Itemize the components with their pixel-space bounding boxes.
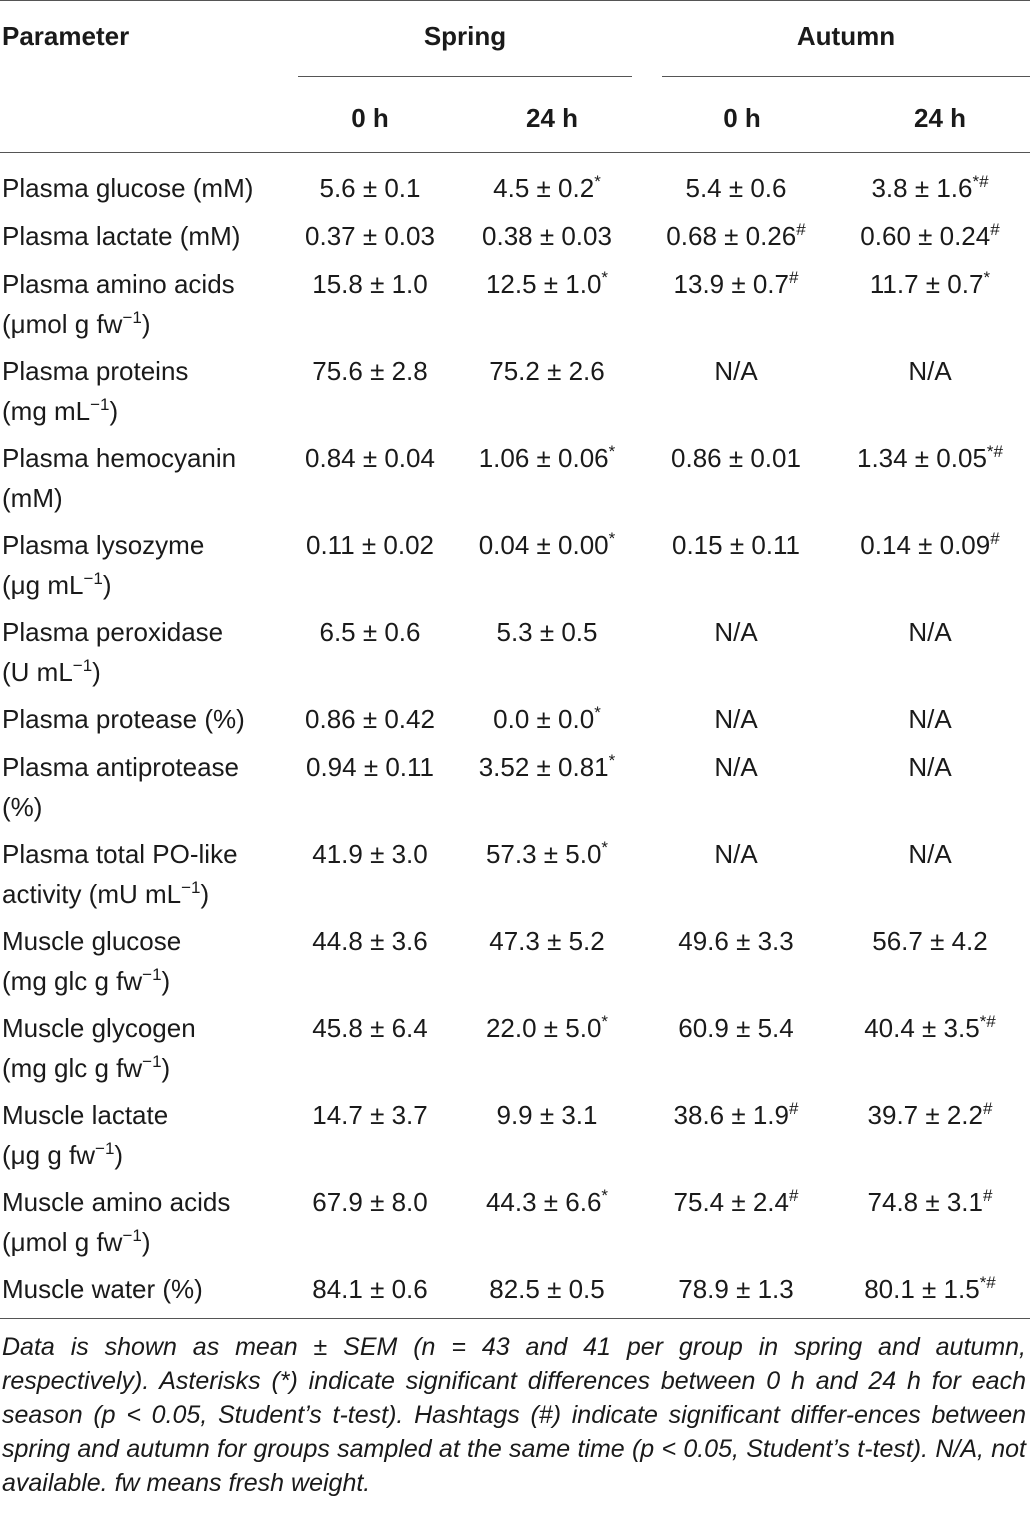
value-cell: 74.8 ± 3.1# (867, 1186, 993, 1217)
value-cell: 5.6 ± 0.1 (319, 173, 421, 203)
value-cell: 3.8 ± 1.6*# (871, 172, 989, 203)
table-row (0, 1095, 1030, 1182)
value-cell: N/A (714, 704, 758, 734)
header-spring: Spring (423, 21, 507, 51)
header-bottom-rule (0, 152, 1030, 153)
value-cell: 57.3 ± 5.0* (485, 838, 609, 869)
value-cell: 0.86 ± 0.42 (305, 704, 435, 734)
value-cell: 0.04 ± 0.00* (478, 529, 616, 560)
significance-mark: # (789, 1099, 799, 1118)
value-cell: N/A (908, 617, 952, 647)
significance-mark: * (608, 751, 616, 770)
header-spring-0h: 0 h (351, 103, 389, 133)
table-row (0, 747, 1030, 834)
row-label: Plasma hemocyanin (mM) (2, 443, 237, 513)
value-cell: 60.9 ± 5.4 (678, 1013, 794, 1043)
row-label: Plasma protease (%) (2, 704, 245, 734)
table-row (0, 264, 1030, 351)
header-parameter: Parameter (2, 21, 130, 51)
significance-mark: * (594, 172, 601, 191)
value-cell: 44.8 ± 3.6 (312, 926, 428, 956)
value-cell: 80.1 ± 1.5*# (864, 1273, 996, 1304)
value-cell: 41.9 ± 3.0 (312, 839, 428, 869)
significance-mark: * (601, 1012, 609, 1031)
row-label: Plasma glucose (mM) (2, 173, 254, 203)
value-cell: 0.60 ± 0.24# (860, 220, 1000, 251)
footer-rule (0, 1318, 1030, 1319)
significance-mark: * (601, 1186, 609, 1205)
value-cell: 56.7 ± 4.2 (872, 926, 988, 956)
value-cell: 5.3 ± 0.5 (496, 617, 598, 647)
value-cell: 75.2 ± 2.6 (489, 356, 605, 386)
value-cell: N/A (714, 356, 758, 386)
value-cell: 12.5 ± 1.0* (485, 268, 609, 299)
value-cell: 6.5 ± 0.6 (319, 617, 421, 647)
value-cell: 0.86 ± 0.01 (671, 443, 801, 473)
value-cell: 45.8 ± 6.4 (312, 1013, 428, 1043)
significance-mark: *# (986, 442, 1003, 461)
row-label: Muscle water (%) (2, 1274, 203, 1304)
value-cell: 47.3 ± 5.2 (489, 926, 605, 956)
table-row (0, 1269, 1030, 1317)
significance-mark: * (983, 268, 991, 287)
value-cell: N/A (908, 356, 952, 386)
value-cell: 11.7 ± 0.7* (869, 268, 991, 299)
value-cell: N/A (908, 839, 952, 869)
significance-mark: *# (979, 1273, 996, 1292)
table-row (0, 216, 1030, 264)
table-row (0, 699, 1030, 747)
significance-mark: * (594, 703, 601, 722)
value-cell: 0.84 ± 0.04 (305, 443, 435, 473)
row-label: Muscle amino acids (μmol g $fw^{-1}$) (2, 1187, 231, 1257)
row-label: Plasma proteins (mg $mL^{-1}$) (2, 356, 189, 426)
significance-mark: * (601, 268, 609, 287)
table-row (0, 351, 1030, 438)
significance-mark: *# (972, 172, 989, 191)
value-cell: 5.4 ± 0.6 (685, 173, 787, 203)
header-spring-24h: 24 h (525, 103, 579, 133)
significance-mark: * (601, 838, 609, 857)
significance-mark: *# (979, 1012, 996, 1031)
value-cell: N/A (714, 617, 758, 647)
significance-mark: # (983, 1099, 993, 1118)
table-row (0, 525, 1030, 612)
header-autumn-24h: 24 h (913, 103, 967, 133)
value-cell: 39.7 ± 2.2# (867, 1099, 993, 1130)
table-row (0, 612, 1030, 699)
table-footnote: Data is shown as mean ± SEM (n = 43 and 41 per group in spring and autumn, respectively). Asterisks (*) indicate significant differences between 0 h and 24 h for each season (p < 0.05, Student’s t-test). Hashtags (#) indicate significant differ-ences between spring and autumn for groups sampled at the same time (p < 0.05, Student’s t-test). N/A, not available. fw means fresh weight. (2, 1333, 1026, 1497)
value-cell: 78.9 ± 1.3 (678, 1274, 794, 1304)
value-cell: 44.3 ± 6.6* (485, 1186, 609, 1217)
value-cell: 0.94 ± 0.11 (306, 752, 434, 782)
row-label: Plasma antiprotease (%) (2, 752, 240, 822)
header-autumn-0h: 0 h (723, 103, 761, 133)
row-label: Plasma total PO-like activity (mU $mL^{-1}$) (2, 839, 238, 909)
row-label: Plasma amino acids (μmol g $fw^{-1}$) (2, 269, 235, 339)
value-cell: N/A (908, 704, 952, 734)
table-row (0, 438, 1030, 525)
value-cell: 3.52 ± 0.81* (478, 751, 616, 782)
significance-mark: # (983, 1186, 993, 1205)
table-row (0, 168, 1030, 216)
significance-mark: # (796, 220, 806, 239)
value-cell: 1.34 ± 0.05*# (856, 442, 1003, 473)
value-cell: 13.9 ± 0.7# (673, 268, 799, 299)
value-cell: 82.5 ± 0.5 (489, 1274, 605, 1304)
row-label: Plasma lysozyme (μg $mL^{-1}$) (2, 530, 205, 600)
top-rule (0, 0, 1030, 1)
value-cell: 0.15 ± 0.11 (672, 530, 800, 560)
value-cell: 0.0 ± 0.0* (493, 703, 601, 734)
row-label: Muscle glycogen (mg glc g $fw^{-1}$) (2, 1013, 196, 1083)
value-cell: 38.6 ± 1.9# (673, 1099, 799, 1130)
value-cell: 75.4 ± 2.4# (673, 1186, 799, 1217)
value-cell: 49.6 ± 3.3 (678, 926, 794, 956)
data-table (0, 168, 1030, 1317)
autumn-span-rule (662, 76, 1030, 77)
value-cell: 14.7 ± 3.7 (312, 1100, 428, 1130)
value-cell: 0.68 ± 0.26# (666, 220, 806, 251)
table-row (0, 1182, 1030, 1269)
row-label: Muscle lactate (μg g $fw^{-1}$) (2, 1100, 169, 1170)
significance-mark: # (990, 529, 1000, 548)
row-label: Muscle glucose (mg glc g $fw^{-1}$) (2, 926, 182, 996)
value-cell: 67.9 ± 8.0 (312, 1187, 428, 1217)
value-cell: 84.1 ± 0.6 (312, 1274, 428, 1304)
value-cell: 9.9 ± 3.1 (496, 1100, 598, 1130)
value-cell: 0.11 ± 0.02 (306, 530, 434, 560)
significance-mark: # (789, 268, 799, 287)
significance-mark: # (789, 1186, 799, 1205)
value-cell: 0.38 ± 0.03 (482, 221, 612, 251)
value-cell: 75.6 ± 2.8 (312, 356, 428, 386)
row-label: Plasma peroxidase (U $mL^{-1}$) (2, 617, 224, 687)
value-cell: N/A (714, 839, 758, 869)
value-cell: N/A (908, 752, 952, 782)
significance-mark: * (608, 529, 616, 548)
header-autumn: Autumn (796, 21, 896, 51)
value-cell: 4.5 ± 0.2* (493, 172, 601, 203)
table-row (0, 834, 1030, 921)
table-row (0, 921, 1030, 1008)
value-cell: 0.14 ± 0.09# (860, 529, 1000, 560)
value-cell: 0.37 ± 0.03 (305, 221, 435, 251)
value-cell: N/A (714, 752, 758, 782)
significance-mark: * (608, 442, 616, 461)
value-cell: 15.8 ± 1.0 (312, 269, 428, 299)
row-label: Plasma lactate (mM) (2, 221, 241, 251)
significance-mark: # (990, 220, 1000, 239)
value-cell: 40.4 ± 3.5*# (864, 1012, 996, 1043)
spring-span-rule (298, 76, 632, 77)
value-cell: 22.0 ± 5.0* (485, 1012, 609, 1043)
value-cell: 1.06 ± 0.06* (478, 442, 616, 473)
table-row (0, 1008, 1030, 1095)
